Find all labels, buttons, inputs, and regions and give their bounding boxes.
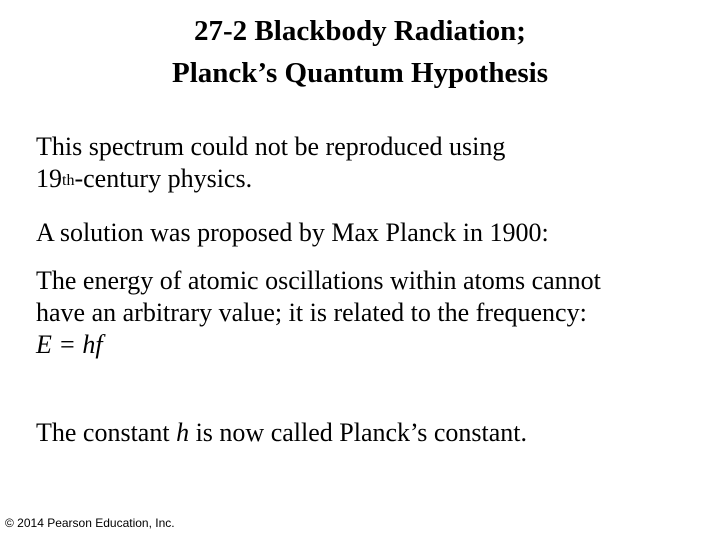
century-number: 19 xyxy=(36,164,62,193)
slide-title xyxy=(0,10,720,94)
paragraph-planck-solution: A solution was proposed by Max Planck in 1900: xyxy=(36,218,549,247)
slide-title-line-1: 27-2 Blackbody Radiation; xyxy=(194,15,526,47)
paragraph-planck-constant xyxy=(36,417,696,449)
paragraph-energy-line-2: have an arbitrary value; it is related to the frequency: xyxy=(36,298,587,327)
paragraph-spectrum-line-2 xyxy=(36,163,696,195)
ordinal-superscript: th xyxy=(62,172,75,189)
paragraph-spectrum xyxy=(36,131,696,195)
paragraph-energy-line-1: The energy of atomic oscillations within atoms cannot xyxy=(36,266,601,295)
constant-text-before: The constant xyxy=(36,418,177,447)
century-text: -century physics. xyxy=(74,164,253,193)
energy-equation: E = hf xyxy=(36,330,103,359)
slide-title-line-2: Planck’s Quantum Hypothesis xyxy=(172,57,548,89)
constant-text-after: is now called Planck’s constant. xyxy=(189,418,528,447)
paragraph-spectrum-line-1: This spectrum could not be reproduced using xyxy=(36,132,506,161)
copyright-notice: © 2014 Pearson Education, Inc. xyxy=(5,516,175,530)
paragraph-energy xyxy=(36,265,696,361)
constant-symbol: h xyxy=(176,418,190,447)
